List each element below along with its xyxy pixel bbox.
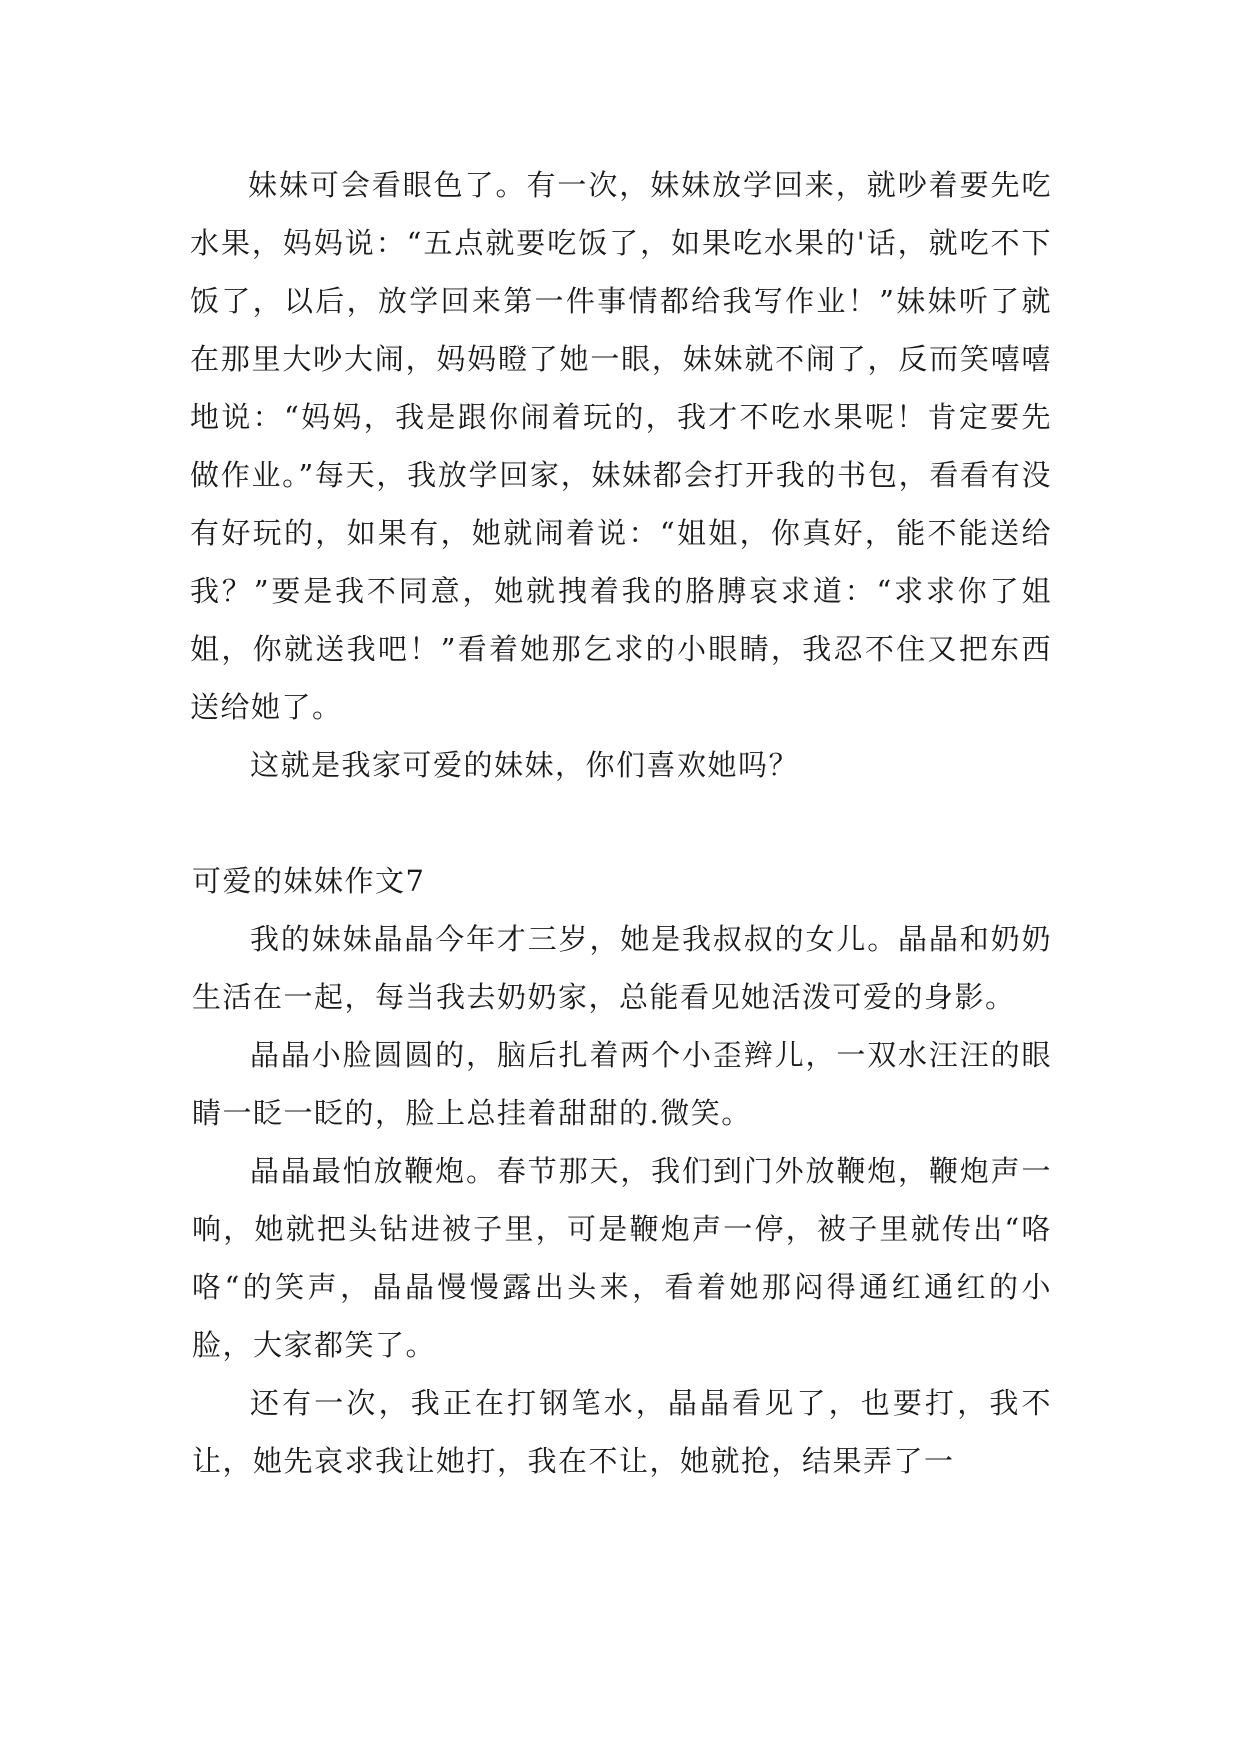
paragraph: 妹妹可会看眼色了。有一次，妹妹放学回来，就吵着要先吃水果，妈妈说：“五点就要吃饭了，如果吃水果的'话，就吃不下饭了，以后，放学回来第一件事情都给我写作业！”妹妹听了就在那里大吵大闹，妈妈瞪了她一眼，妹妹就不闹了，反而笑嘻嘻地说：“妈妈，我是跟你闹着玩的，我才不吃水果呢！肯定要先做作业。”每天，我放学回家，妹妹都会打开我的书包，看看有没有好玩的，如果有，她就闹着说：“姐姐，你真好，能不能送给我？”要是我不同意，她就拽着我的胳膊哀求道：“求求你了姐姐，你就送我吧！”看着她那乞求的小眼睛，我忍不住又把东西送给她了。 bbox=[190, 168, 1052, 724]
paragraph: 晶晶最怕放鞭炮。春节那天，我们到门外放鞭炮，鞭炮声一响，她就把头钻进被子里，可是鞭炮声一停，被子里就传出“咯咯“的笑声，晶晶慢慢露出头来，看着她那闷得通红通红的小脸，大家都笑了。 bbox=[192, 1154, 1052, 1362]
paragraph: 这就是我家可爱的妹妹，你们喜欢她吗？ bbox=[250, 748, 800, 782]
paragraph: 还有一次，我正在打钢笔水，晶晶看见了，也要打，我不让，她先哀求我让她打，我在不让，她就抢，结果弄了一 bbox=[192, 1386, 1052, 1478]
paragraph: 晶晶小脸圆圆的，脑后扎着两个小歪辫儿，一双水汪汪的眼睛一眨一眨的，脸上总挂着甜甜的.微笑。 bbox=[192, 1038, 1052, 1130]
body-text-top bbox=[192, 156, 1052, 794]
paragraph: 我的妹妹晶晶今年才三岁，她是我叔叔的女儿。晶晶和奶奶生活在一起，每当我去奶奶家，总能看见她活泼可爱的身影。 bbox=[192, 922, 1052, 1014]
body-text-bottom bbox=[192, 910, 1052, 1490]
section-heading: 可爱的妹妹作文7 bbox=[192, 864, 426, 898]
